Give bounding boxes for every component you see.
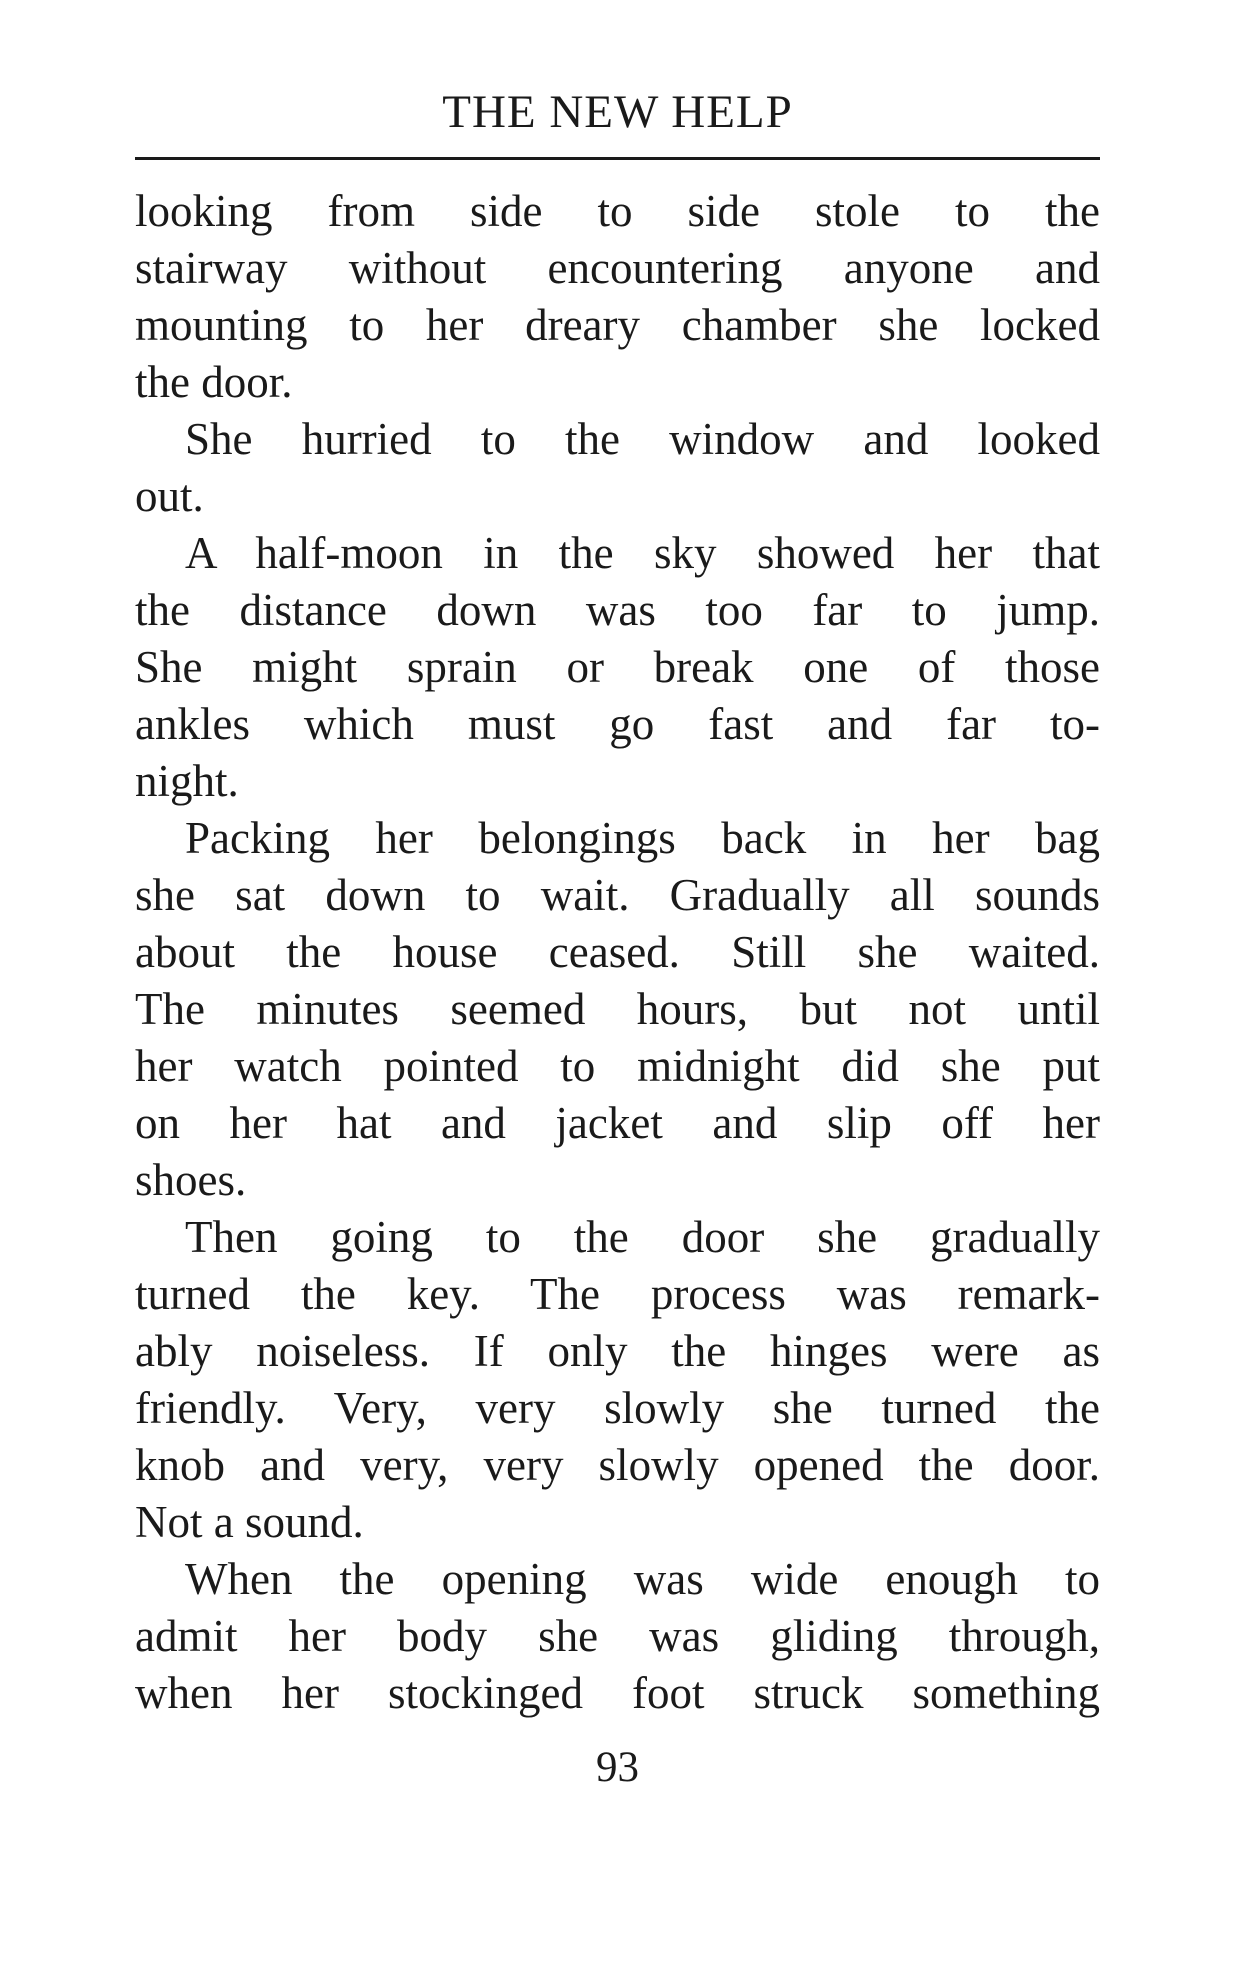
text-line: the door. (135, 357, 293, 407)
text-line: on her hat and jacket and slip off her (135, 1098, 1100, 1148)
text-line: Not a sound. (135, 1497, 364, 1547)
text-line: She hurried to the window and looked (185, 414, 1100, 464)
text-line: about the house ceased. Still she waited. (135, 927, 1100, 977)
text-line: ankles which must go fast and far to- (135, 699, 1100, 749)
text-line: shoes. (135, 1155, 247, 1205)
text-line: when her stockinged foot struck something (135, 1668, 1100, 1718)
header-rule (135, 157, 1100, 160)
text-line: the distance down was too far to jump. (135, 585, 1100, 635)
text-line: her watch pointed to midnight did she put (135, 1041, 1100, 1091)
text-line: When the opening was wide enough to (185, 1554, 1100, 1604)
text-line: looking from side to side stole to the (135, 186, 1100, 236)
text-line: mounting to her dreary chamber she locked (135, 300, 1100, 350)
text-line: She might sprain or break one of those (135, 642, 1100, 692)
text-line: friendly. Very, very slowly she turned the (135, 1383, 1100, 1433)
text-line: The minutes seemed hours, but not until (135, 984, 1100, 1034)
text-line: ably noiseless. If only the hinges were as (135, 1326, 1100, 1376)
body-text (135, 183, 1100, 1722)
text-line: out. (135, 471, 204, 521)
text-line: admit her body she was gliding through, (135, 1611, 1100, 1661)
text-line: A half-moon in the sky showed her that (185, 528, 1100, 578)
text-line: Packing her belongings back in her bag (185, 813, 1100, 863)
text-line: turned the key. The process was remark- (135, 1269, 1100, 1319)
text-line: night. (135, 756, 239, 806)
text-line: stairway without encountering anyone and (135, 243, 1100, 293)
text-line: knob and very, very slowly opened the door. (135, 1440, 1100, 1490)
text-line: Then going to the door she gradually (185, 1212, 1100, 1262)
page-number: 93 (596, 1744, 639, 1791)
text-line: she sat down to wait. Gradually all sounds (135, 870, 1100, 920)
running-head: THE NEW HELP (442, 86, 793, 138)
